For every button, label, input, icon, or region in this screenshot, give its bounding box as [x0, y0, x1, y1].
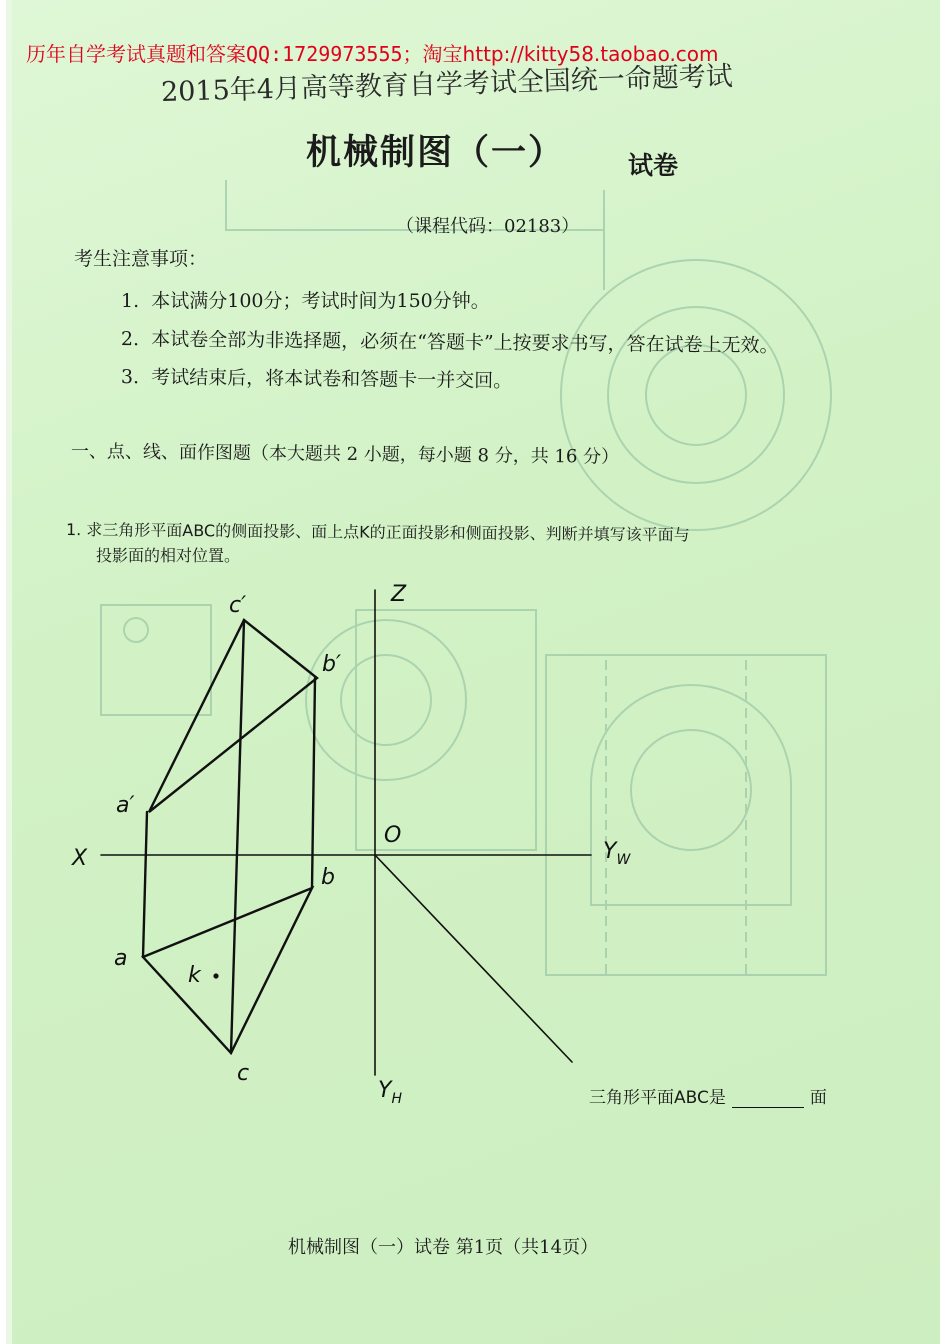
note-number: 1. [121, 290, 140, 312]
label-b: b [321, 865, 335, 890]
watermark-qq: QQ:1729973555； [246, 42, 423, 66]
note-text: 本试卷全部为非选择题，必须在“答题卡”上按要求书写，答在试卷上无效。 [151, 328, 779, 357]
watermark-shop: 淘宝http://kitty58.taobao.com [422, 42, 719, 66]
label-yh-axis: $Y_H$ [378, 1078, 402, 1107]
note-text: 本试满分100分；考试时间为150分钟。 [151, 290, 490, 312]
notes-heading: 考生注意事项： [74, 248, 208, 270]
note-number: 2. [120, 328, 140, 351]
label-c-prime: c′ [229, 593, 247, 618]
yw-yh-diagonal [375, 855, 572, 1062]
paper-type: 试卷 [628, 151, 679, 180]
label-z-axis: Z [391, 582, 407, 607]
front-view-triangle [149, 620, 317, 812]
note-number: 3. [120, 366, 140, 389]
answer-prefix: 三角形平面ABC是 [589, 1088, 726, 1108]
question-text-line1: 1. 求三角形平面ABC的侧面投影、面上点K的正面投影和侧面投影、判断并填写该平面与 [65, 520, 690, 545]
answer-row [589, 1083, 827, 1108]
projector-c [231, 620, 244, 1053]
label-yw-axis: $Y_W$ [603, 839, 631, 868]
label-c: c [237, 1061, 250, 1086]
answer-suffix: 面 [809, 1088, 827, 1108]
label-b-prime: b′ [322, 652, 341, 677]
label-x-axis: X [72, 846, 88, 871]
section-title: 一、点、线、面作图题（本大题共 2 小题，每小题 8 分，共 16 分） [70, 441, 620, 468]
question-text-line2: 投影面的相对位置。 [96, 546, 241, 565]
projection-figure [6, 0, 940, 1344]
subject-title: 机械制图（一） [306, 132, 566, 173]
projector-a [143, 812, 147, 957]
exam-title: 2015年4月高等教育自学考试全国统一命题考试 [160, 61, 734, 108]
page-footer: 机械制图（一）试卷 第1页（共14页） [288, 1237, 599, 1258]
watermark-prefix: 历年自学考试真题和答案 [26, 42, 246, 66]
label-origin: O [384, 823, 402, 848]
note-text: 考试结束后，将本试卷和答题卡一并交回。 [151, 366, 513, 393]
label-k: k [188, 963, 201, 988]
answer-blank[interactable] [732, 1089, 804, 1108]
top-view-triangle [143, 888, 312, 1053]
label-a: a [114, 946, 128, 971]
course-code: （课程代码：02183） [396, 216, 580, 237]
label-a-prime: a′ [116, 793, 135, 818]
point-k [213, 973, 218, 978]
projector-b [312, 678, 315, 888]
exam-sheet [6, 0, 940, 1344]
